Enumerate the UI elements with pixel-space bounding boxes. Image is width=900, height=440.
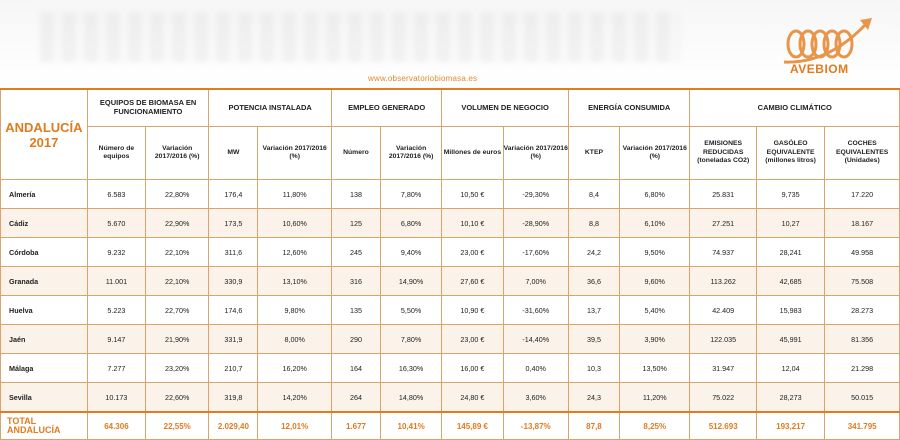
table-cell: 28,273 xyxy=(756,383,824,413)
column-header: MW xyxy=(209,127,258,180)
total-cell: -13,87% xyxy=(503,412,568,440)
table-row xyxy=(1,296,900,325)
column-header: Número de equipos xyxy=(87,127,145,180)
province-name: Málaga xyxy=(1,354,88,383)
table-cell: 173,5 xyxy=(209,209,258,238)
table-cell: 21.298 xyxy=(825,354,900,383)
province-name: Córdoba xyxy=(1,238,88,267)
table-cell: 11,20% xyxy=(620,383,690,413)
table-cell: 6,80% xyxy=(620,180,690,209)
table-cell: 6.583 xyxy=(87,180,145,209)
group-header: EMPLEO GENERADO xyxy=(331,89,441,127)
table-row xyxy=(1,180,900,209)
table-cell: 17.220 xyxy=(825,180,900,209)
table-cell: 9.147 xyxy=(87,325,145,354)
table-cell: 9,50% xyxy=(620,238,690,267)
table-cell: 22,10% xyxy=(146,267,209,296)
table-cell: 331,9 xyxy=(209,325,258,354)
table-cell: 16,30% xyxy=(380,354,441,383)
table-cell: 21,90% xyxy=(146,325,209,354)
table-cell: 22,80% xyxy=(146,180,209,209)
logo-text: AVEBIOM xyxy=(790,62,849,76)
table-cell: 11.001 xyxy=(87,267,145,296)
table-cell: 311,6 xyxy=(209,238,258,267)
table-cell: 13,7 xyxy=(568,296,619,325)
table-cell: 36,6 xyxy=(568,267,619,296)
table-cell: 7.277 xyxy=(87,354,145,383)
column-header: Variación 2017/2016 (%) xyxy=(380,127,441,180)
total-label: TOTAL ANDALUCÍA xyxy=(1,412,88,440)
table-cell: 174,6 xyxy=(209,296,258,325)
table-cell: 10,90 € xyxy=(442,296,503,325)
table-cell: 27.251 xyxy=(690,209,756,238)
group-header: CAMBIO CLIMÁTICO xyxy=(690,89,900,127)
table-cell: 14,20% xyxy=(258,383,332,413)
table-row xyxy=(1,267,900,296)
table-row xyxy=(1,325,900,354)
province-name: Granada xyxy=(1,267,88,296)
table-cell: 10,27 xyxy=(756,209,824,238)
table-cell: 42.409 xyxy=(690,296,756,325)
column-header: GASÓLEO EQUIVALENTE (millones litros) xyxy=(756,127,824,180)
table-cell: 13,50% xyxy=(620,354,690,383)
table-cell: 316 xyxy=(331,267,380,296)
table-cell: 42,685 xyxy=(756,267,824,296)
province-name: Cádiz xyxy=(1,209,88,238)
table-cell: 28.273 xyxy=(825,296,900,325)
table-cell: 138 xyxy=(331,180,380,209)
province-name: Jaén xyxy=(1,325,88,354)
table-cell: 10,60% xyxy=(258,209,332,238)
table-cell: -14,40% xyxy=(503,325,568,354)
table-cell: 74.937 xyxy=(690,238,756,267)
table-cell: 14,80% xyxy=(380,383,441,413)
table-cell: 330,9 xyxy=(209,267,258,296)
table-cell: 10,3 xyxy=(568,354,619,383)
table-row xyxy=(1,354,900,383)
biomass-stats-table xyxy=(0,88,900,440)
province-name: Almería xyxy=(1,180,88,209)
table-row xyxy=(1,238,900,267)
table-cell: 6,80% xyxy=(380,209,441,238)
total-cell: 64.306 xyxy=(87,412,145,440)
total-cell: 2.029,40 xyxy=(209,412,258,440)
table-cell: 12,04 xyxy=(756,354,824,383)
table-cell: 49.958 xyxy=(825,238,900,267)
table-cell: 125 xyxy=(331,209,380,238)
table-cell: 22,90% xyxy=(146,209,209,238)
table-cell: 24,2 xyxy=(568,238,619,267)
table-cell: 39,5 xyxy=(568,325,619,354)
table-cell: 9,735 xyxy=(756,180,824,209)
column-header: Variación 2017/2016 (%) xyxy=(620,127,690,180)
total-cell: 512.693 xyxy=(690,412,756,440)
table-cell: 81.356 xyxy=(825,325,900,354)
table-cell: 5,40% xyxy=(620,296,690,325)
table-cell: 7,80% xyxy=(380,325,441,354)
table-cell: 22,10% xyxy=(146,238,209,267)
table-cell: 15,983 xyxy=(756,296,824,325)
table-cell: 290 xyxy=(331,325,380,354)
table-cell: 176,4 xyxy=(209,180,258,209)
column-header: EMISIONES REDUCIDAS (toneladas CO2) xyxy=(690,127,756,180)
table-cell: 31.947 xyxy=(690,354,756,383)
table-cell: 7,80% xyxy=(380,180,441,209)
table-cell: 16,00 € xyxy=(442,354,503,383)
total-cell: 1.677 xyxy=(331,412,380,440)
province-name: Sevilla xyxy=(1,383,88,413)
table-cell: 8,8 xyxy=(568,209,619,238)
table-cell: 23,20% xyxy=(146,354,209,383)
table-cell: 13,10% xyxy=(258,267,332,296)
table-cell: 16,20% xyxy=(258,354,332,383)
table-cell: 6,10% xyxy=(620,209,690,238)
table-cell: 5.223 xyxy=(87,296,145,325)
column-header: Variación 2017/2016 (%) xyxy=(503,127,568,180)
table-cell: 24,3 xyxy=(568,383,619,413)
table-cell: 14,90% xyxy=(380,267,441,296)
total-cell: 8,25% xyxy=(620,412,690,440)
table-cell: 18.167 xyxy=(825,209,900,238)
table-cell: 9,40% xyxy=(380,238,441,267)
table-cell: 24,80 € xyxy=(442,383,503,413)
table-cell: 45,991 xyxy=(756,325,824,354)
column-header: COCHES EQUIVALENTES (Unidades) xyxy=(825,127,900,180)
table-cell: 23,00 € xyxy=(442,238,503,267)
table-cell: 11,80% xyxy=(258,180,332,209)
table-cell: -29,30% xyxy=(503,180,568,209)
group-header: EQUIPOS DE BIOMASA EN FUNCIONAMIENTO xyxy=(87,89,209,127)
table-cell: 9.232 xyxy=(87,238,145,267)
table-cell: 164 xyxy=(331,354,380,383)
table-cell: 0,40% xyxy=(503,354,568,383)
column-header: Variación 2017/2016 (%) xyxy=(258,127,332,180)
table-cell: 135 xyxy=(331,296,380,325)
total-cell: 10,41% xyxy=(380,412,441,440)
total-cell: 22,55% xyxy=(146,412,209,440)
column-header: KTEP xyxy=(568,127,619,180)
table-cell: 122.035 xyxy=(690,325,756,354)
table-cell: 23,00 € xyxy=(442,325,503,354)
table-cell: 9,80% xyxy=(258,296,332,325)
site-url[interactable]: www.observatoriobiomasa.es xyxy=(368,74,478,83)
table-cell: 22,70% xyxy=(146,296,209,325)
group-header: VOLUMEN DE NEGOCIO xyxy=(442,89,569,127)
table-cell: 3,60% xyxy=(503,383,568,413)
table-cell: 3,90% xyxy=(620,325,690,354)
table-cell: 22,60% xyxy=(146,383,209,413)
table-cell: 25.831 xyxy=(690,180,756,209)
table-cell: 10,10 € xyxy=(442,209,503,238)
table-cell: 75.508 xyxy=(825,267,900,296)
table-cell: 50.015 xyxy=(825,383,900,413)
table-cell: 5,50% xyxy=(380,296,441,325)
total-row xyxy=(1,412,900,440)
total-cell: 145,89 € xyxy=(442,412,503,440)
group-header: POTENCIA INSTALADA xyxy=(209,89,332,127)
table-cell: 113.262 xyxy=(690,267,756,296)
table-cell: 245 xyxy=(331,238,380,267)
table-cell: 10,50 € xyxy=(442,180,503,209)
table-cell: 5.670 xyxy=(87,209,145,238)
column-header: Millones de euros xyxy=(442,127,503,180)
table-cell: 28,241 xyxy=(756,238,824,267)
table-cell: 7,00% xyxy=(503,267,568,296)
table-cell: 8,4 xyxy=(568,180,619,209)
table-row xyxy=(1,383,900,413)
group-header: ENERGÍA CONSUMIDA xyxy=(568,89,690,127)
table-cell: -31,60% xyxy=(503,296,568,325)
blurred-header-text xyxy=(40,12,680,62)
table-cell: 27,60 € xyxy=(442,267,503,296)
total-cell: 87,8 xyxy=(568,412,619,440)
table-cell: 75.022 xyxy=(690,383,756,413)
total-cell: 193,217 xyxy=(756,412,824,440)
column-header: Número xyxy=(331,127,380,180)
table-cell: 210,7 xyxy=(209,354,258,383)
column-header: Variación 2017/2016 (%) xyxy=(146,127,209,180)
table-cell: 264 xyxy=(331,383,380,413)
table-cell: 10.173 xyxy=(87,383,145,413)
table-cell: 12,60% xyxy=(258,238,332,267)
total-cell: 12,01% xyxy=(258,412,332,440)
table-cell: -17,60% xyxy=(503,238,568,267)
region-title: ANDALUCÍA 2017 xyxy=(1,89,88,180)
table-cell: -28,90% xyxy=(503,209,568,238)
table-cell: 319,8 xyxy=(209,383,258,413)
table-cell: 9,60% xyxy=(620,267,690,296)
province-name: Huelva xyxy=(1,296,88,325)
table-cell: 8,00% xyxy=(258,325,332,354)
total-cell: 341.795 xyxy=(825,412,900,440)
table-row xyxy=(1,209,900,238)
